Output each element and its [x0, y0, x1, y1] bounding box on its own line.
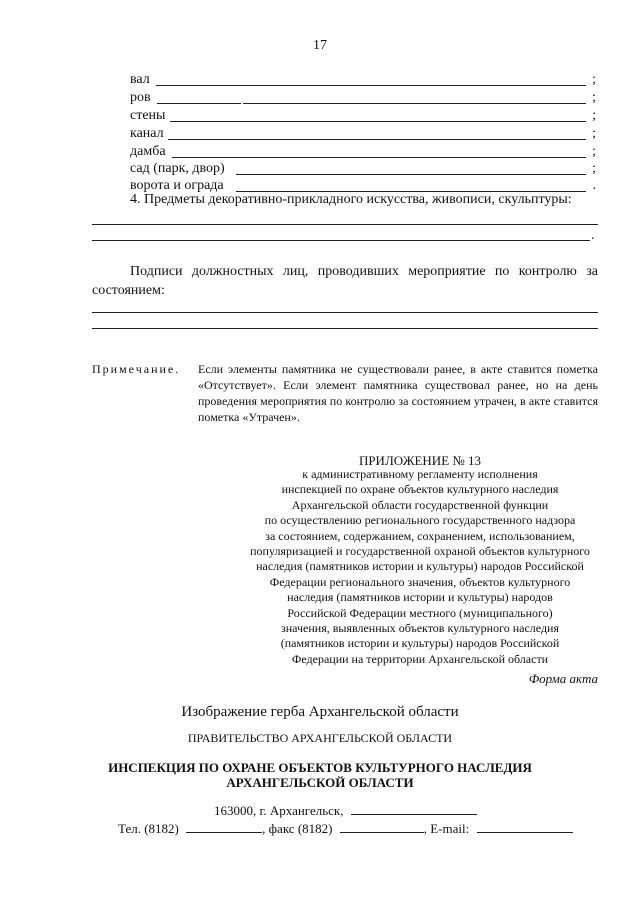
field-end: ; — [592, 144, 596, 159]
appendix-description — [230, 467, 610, 667]
appendix-line: (памятников истории и культуры) народов Российской — [280, 636, 560, 651]
appendix-line: за состоянием, содержанием, сохранением, использованием, — [265, 528, 575, 543]
fill-line — [157, 103, 241, 104]
fill-line — [92, 240, 590, 241]
field-end: ; — [592, 108, 596, 123]
appendix-line: по осуществлению регионального государственного надзора — [264, 513, 576, 528]
fill-line — [243, 103, 586, 104]
appendix-title: ПРИЛОЖЕНИЕ № 13 — [358, 453, 482, 468]
item4-heading: 4. Предметы декоративно-прикладного искусства, живописи, скульптуры: — [130, 192, 572, 207]
field-end: . — [592, 178, 596, 193]
signature-line — [92, 312, 598, 313]
signature-line — [92, 328, 598, 329]
field-row-canal — [130, 125, 596, 142]
field-label: вал — [130, 72, 150, 87]
field-row-dam — [130, 143, 596, 160]
fill-line — [170, 121, 586, 122]
government-title: ПРАВИТЕЛЬСТВО АРХАНГЕЛЬСКОЙ ОБЛАСТИ — [187, 731, 453, 745]
appendix-line: Архангельской области государственной функции — [291, 497, 549, 512]
inspection-line: ИНСПЕКЦИЯ ПО ОХРАНЕ ОБЪЕКТОВ КУЛЬТУРНОГО НАСЛЕДИЯ — [108, 760, 532, 775]
fill-line — [156, 85, 586, 86]
emblem-placeholder: Изображение герба Архангельской области — [181, 704, 459, 720]
fax-blank — [340, 820, 424, 833]
page-number: 17 — [313, 38, 327, 53]
email-label: , E-mail: — [423, 821, 470, 836]
appendix-line: наследия (памятников истории и культуры) народов — [287, 590, 553, 605]
inspection-line: АРХАНГЕЛЬСКОЙ ОБЛАСТИ — [226, 775, 414, 790]
phone-blank — [186, 820, 262, 833]
address-blank — [351, 802, 477, 815]
field-label: ворота и ограда — [130, 178, 224, 193]
appendix-line: Федерации на территории Архангельской области — [291, 651, 549, 666]
field-row-val — [130, 71, 596, 88]
appendix-line: к административному регламенту исполнения — [302, 467, 538, 481]
phone-label: Тел. (8182) — [118, 821, 179, 836]
field-label: ров — [130, 90, 151, 105]
field-row-walls — [130, 107, 596, 124]
item4-end: . — [591, 228, 595, 243]
signatures-text: Подписи должностных лиц, проводивших мероприятие по контролю за состоянием: — [92, 264, 598, 298]
fax-label: , факс (8182) — [262, 821, 333, 836]
field-end: ; — [592, 161, 596, 176]
inspection-title — [0, 760, 640, 790]
form-label: Форма акта — [528, 671, 598, 686]
fill-line — [168, 139, 586, 140]
fill-line — [172, 157, 586, 158]
fill-line — [236, 174, 586, 175]
appendix-line: инспекцией по охране объектов культурного наследия — [281, 482, 559, 497]
field-row-garden — [130, 160, 596, 177]
email-blank — [477, 820, 573, 833]
appendix-line: значения, выявленных объектов культурного наследия — [280, 621, 559, 636]
field-end: ; — [592, 72, 596, 87]
field-end: ; — [592, 126, 596, 141]
address-row — [214, 802, 477, 819]
field-label: канал — [130, 126, 164, 141]
note-text: Если элементы памятника не существовали ранее, в акте ставится пометка «Отсутствует». Если элемент памятника существовал ранее, но на день проведения мероприятия по контролю за состоянием утрачен, в акте ставится пометка «Утрачен». — [198, 362, 598, 424]
field-end: ; — [592, 90, 596, 105]
field-label: стены — [130, 108, 166, 123]
appendix-line: Федерации регионального значения, объектов культурного — [269, 574, 571, 589]
contacts-row — [118, 820, 573, 837]
appendix-line: Российской Федерации местного (муниципального) — [287, 605, 553, 620]
fill-line — [92, 224, 598, 225]
field-label: дамба — [130, 144, 166, 159]
note-label: Примечание. — [92, 362, 181, 376]
appendix-line: популяризацией и государственной охраной объектов культурного — [250, 544, 590, 559]
appendix-line: наследия (памятников истории и культуры) народов Российской — [256, 559, 584, 574]
field-label: сад (парк, двор) — [130, 161, 225, 176]
field-row-rov — [130, 89, 596, 106]
address-text: 163000, г. Архангельск, — [214, 803, 344, 818]
